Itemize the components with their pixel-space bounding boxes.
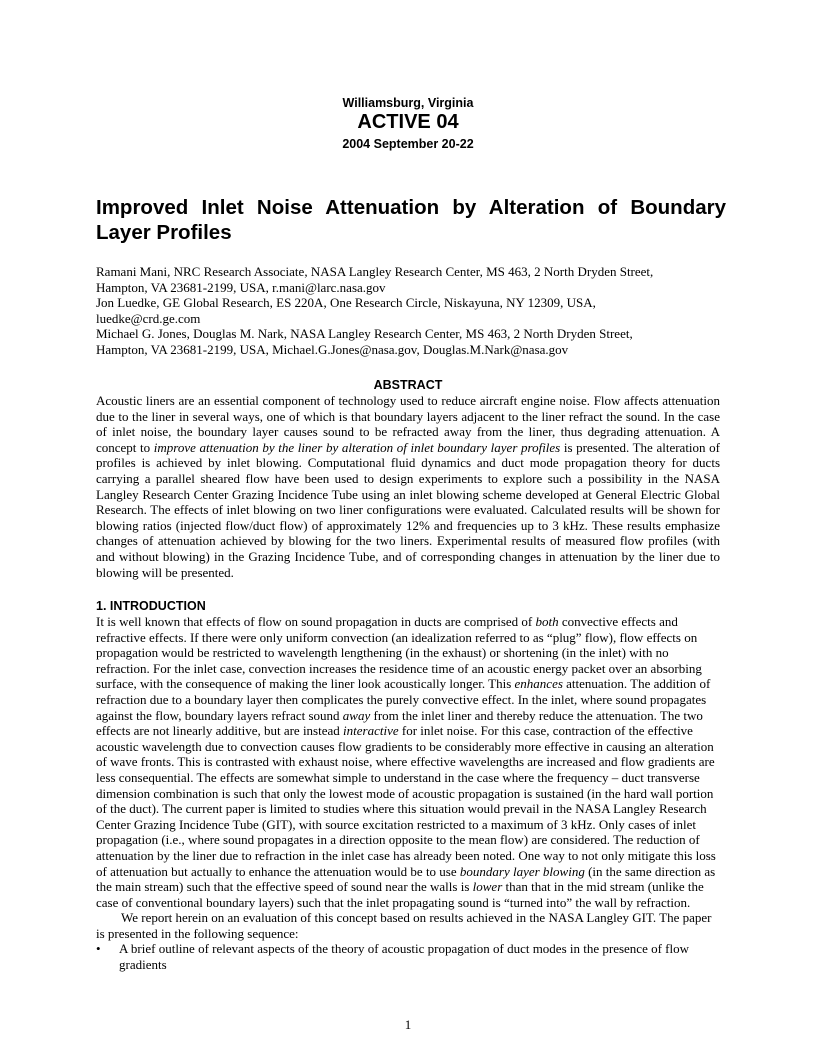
- bullet-marker: •: [96, 941, 101, 957]
- author-line: Ramani Mani, NRC Research Associate, NASA Langley Research Center, MS 463, 2 North Dryden Street,: [96, 264, 654, 279]
- paragraph: We report herein on an evaluation of this concept based on results achieved in the NASA Langley GIT. The paper is presented in the following sequence:: [96, 910, 712, 941]
- intro-text: It is well known that effects of flow on sound propagation in ducts are comprised of: [96, 614, 536, 629]
- author-line: luedke@crd.ge.com: [96, 310, 201, 326]
- intro-emphasis: enhances: [514, 676, 563, 692]
- abstract-emphasis: improve attenuation by the liner by alteration of inlet boundary layer profiles: [153, 439, 561, 455]
- section-heading: 1. INTRODUCTION: [96, 599, 206, 613]
- intro-emphasis: lower: [472, 879, 503, 895]
- intro-text: from the inlet liner and thereby reduce the attenuation. The two effects are not linearly additive, but are instead: [96, 707, 703, 739]
- intro-emphasis: boundary layer blowing: [459, 863, 585, 879]
- author-line: Hampton, VA 23681-2199, USA, r.mani@larc.nasa.gov: [96, 279, 386, 295]
- abstract-text: is presented. The alteration of profiles is achieved by inlet blowing. Computational fluid dynamics and duct mode propagation theory for ducts carrying a parallel sheared flow have been used to design experiments to explore such a possibility in the NASA Langley Research Center Grazing Incidence Tube using an inlet blowing scheme developed at General Electric Global Research. The effects of inlet blowing on two liner configurations were evaluated. Calculated results will be shown for blowing ratios (injected flow/duct flow) of approximately 12% and frequencies up to 3 kHz. These results emphasize changes of attenuation achieved by blowing for the two liners. Experimental results of measured flow profiles (with and without blowing) in the Grazing Incidence Tube, and of corresponding changes in attenuation by the liner due to blowing will be presented.: [96, 439, 720, 580]
- intro-text: attenuation. The addition of refraction due to a boundary layer then complicates the purely convective effect. In the inlet, where sound propagates against the flow, boundary layers refract sound: [96, 676, 711, 723]
- author-line: Jon Luedke, GE Global Research, ES 220A, One Research Circle, Niskayuna, NY 12309, USA,: [96, 295, 596, 311]
- introduction-body: [96, 614, 720, 973]
- author-line: Michael G. Jones, Douglas M. Nark, NASA Langley Research Center, MS 463, 2 North Dryden Street,: [96, 326, 633, 342]
- bullet-item: [96, 941, 720, 972]
- intro-emphasis: away: [342, 707, 371, 723]
- paragraph: [96, 614, 720, 910]
- intro-text: than that in the mid stream (unlike the case of conventional boundary layers) such that the inlet propagating sound is “turned into” the wall by refraction.: [96, 879, 704, 910]
- author-block: [96, 264, 726, 358]
- bullet-text: A brief outline of relevant aspects of the theory of acoustic propagation of duct modes in the presence of flow gradients: [119, 941, 690, 973]
- intro-emphasis: both: [535, 614, 559, 629]
- intro-text: (in the same direction as the main stream) such that the effective speed of sound near the walls is: [96, 863, 716, 895]
- paper-title: Improved Inlet Noise Attenuation by Alteration of Boundary Layer Profiles: [96, 196, 726, 244]
- intro-emphasis: interactive: [343, 723, 399, 739]
- page-number: 1: [404, 1017, 412, 1032]
- author-line: Hampton, VA 23681-2199, USA, Michael.G.Jones@nasa.gov, Douglas.M.Nark@nasa.gov: [96, 341, 569, 357]
- abstract-heading: ABSTRACT: [373, 378, 443, 392]
- conference-date: 2004 September 20-22: [342, 137, 474, 151]
- intro-text: for inlet noise. For this case, contraction of the effective acoustic wavelength due to convection causes flow gradients to be considerably more effective in causing an alteration of wave fronts. This is contrasted with exhaust noise, where effective wavelengths are increased and flow gradients are less consequential. The effects are somewhat simple to understand in the case where the frequency – duct transverse dimension combination is such that only the lowest mode of acoustic propagation is sustained (in the hard wall portion of the duct). The current paper is limited to studies where this situation would prevail in the NASA Langley Research Center Grazing Incidence Tube (GIT), with source excitation restricted to a maximum of 3 kHz. Only cases of inlet propagation (i.e., where sound propagates in a direction opposite to the mean flow) are considered. The reduction of attenuation by the liner due to refraction in the inlet case has already been noted. One way to not only mitigate this loss of attenuation but actually to enhance the attenuation would be to use: [96, 723, 716, 879]
- abstract-body: [96, 393, 720, 580]
- abstract-text: Acoustic liners are an essential component of technology used to reduce aircraft engine noise. Flow affects attenuation due to the liner in several ways, one of which is that boundary layers adjacent to the liner refract the sound. In the case of inlet noise, the boundary layer causes sound to be refracted away from the liner, thus degrading attenuation. A concept to: [96, 393, 720, 455]
- intro-text: convective effects and refractive effects. If there were only uniform convection (an idealization referred to as “plug” flow), flow effects on propagation would be restricted to wavelength lengthening (in the exhaust) or shortening (in the inlet) with no refraction. For the inlet case, convection increases the residence time of an acoustic energy packet over an absorbing surface, with the consequence of making the liner look acoustically longer. This: [96, 614, 702, 692]
- conference-location: Williamsburg, Virginia: [342, 96, 474, 110]
- conference-name: ACTIVE 04: [357, 111, 459, 133]
